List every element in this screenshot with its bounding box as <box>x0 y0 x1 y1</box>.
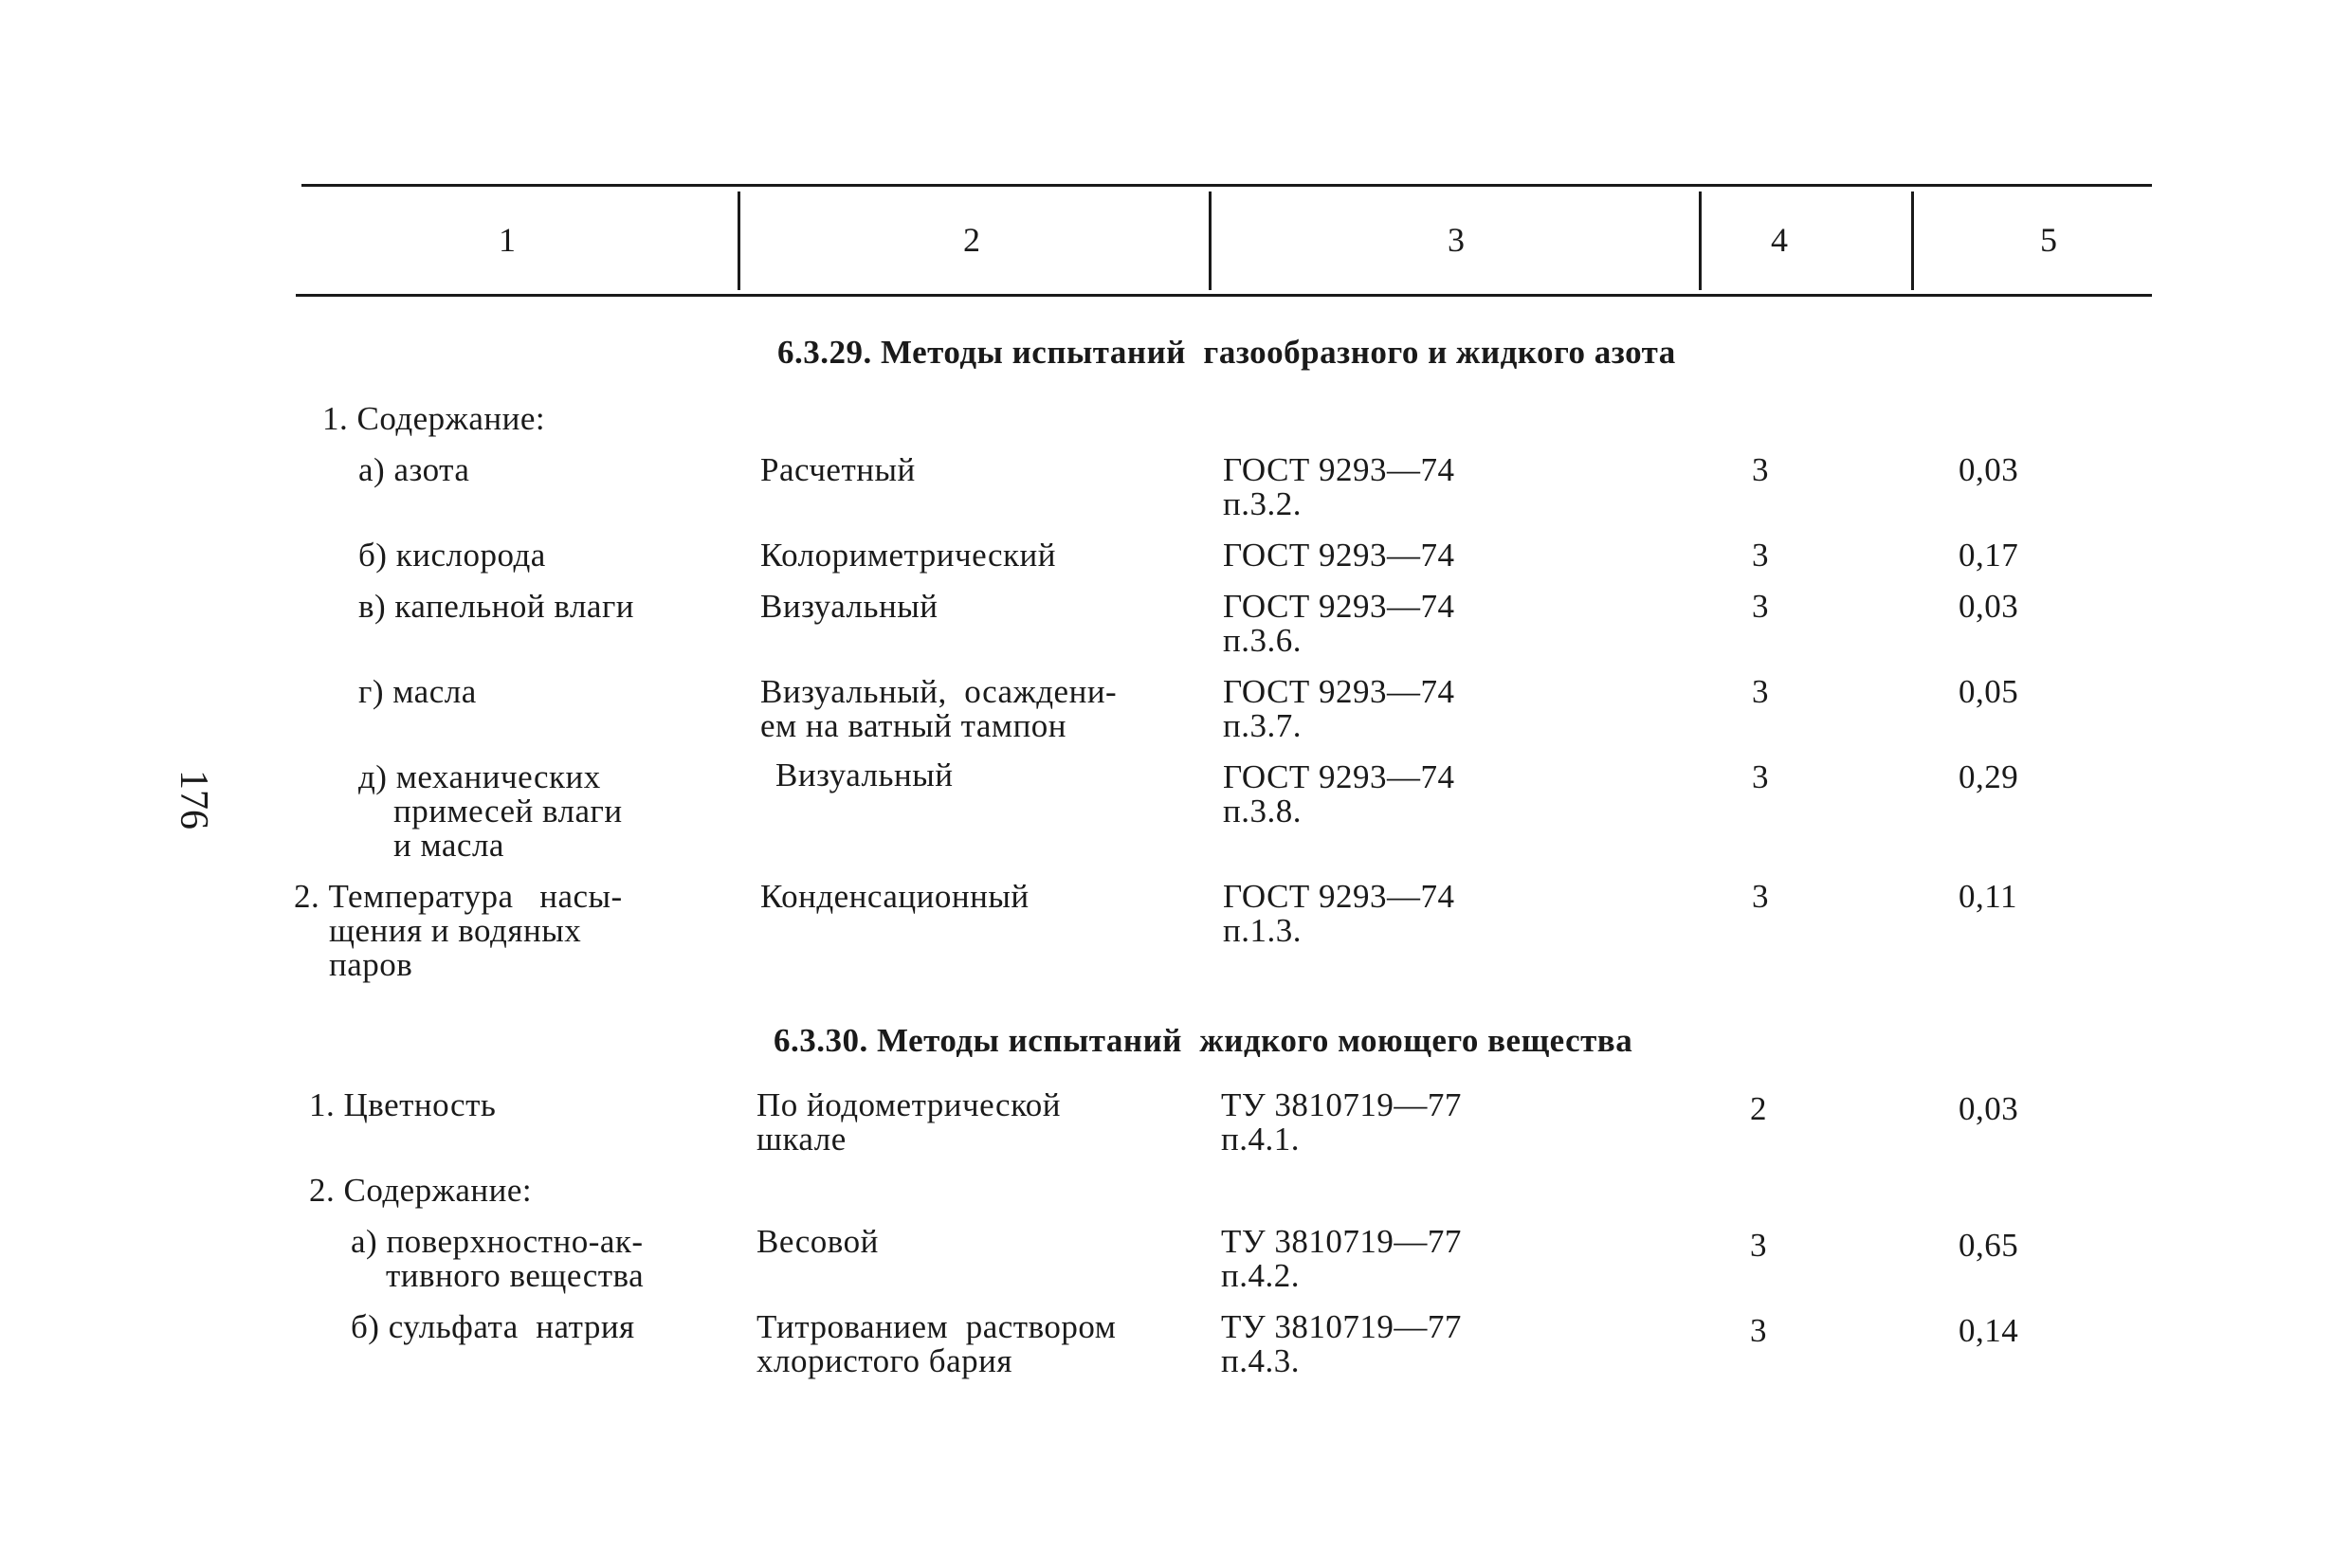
row-col5: 0,03 <box>1959 588 2019 625</box>
row-label: 1. Цветность <box>309 1086 497 1123</box>
row-col5: 0,65 <box>1959 1227 2019 1264</box>
column-header: 5 <box>2040 221 2057 259</box>
row-col4: 3 <box>1752 537 1769 574</box>
row-method: Визуальный <box>760 588 939 625</box>
row-standard: ГОСТ 9293—74 п.1.3. <box>1223 878 1455 949</box>
row-col4: 3 <box>1750 1312 1767 1349</box>
row-standard: ТУ 3810719—77 п.4.2. <box>1221 1223 1462 1294</box>
row-standard: ГОСТ 9293—74 п.3.7. <box>1223 673 1455 744</box>
row-col4: 3 <box>1752 758 1769 795</box>
row-col4: 3 <box>1752 673 1769 710</box>
row-col5: 0,14 <box>1959 1312 2019 1349</box>
row-method: Колориметрический <box>760 537 1056 574</box>
column-divider <box>1699 191 1702 290</box>
section-title: 6.3.29. Методы испытаний газообразного и жидкого азота <box>777 334 1676 371</box>
row-label: а) поверхностно-ак- тивного вещества <box>351 1223 645 1294</box>
row-col4: 3 <box>1752 878 1769 915</box>
header-top-rule <box>301 184 2152 187</box>
row-label: б) сульфата натрия <box>351 1308 635 1345</box>
row-standard: ГОСТ 9293—74 п.3.2. <box>1223 451 1455 522</box>
row-label: 2. Содержание: <box>309 1172 533 1209</box>
row-standard: ТУ 3810719—77 п.4.1. <box>1221 1086 1462 1158</box>
row-method: Расчетный <box>760 451 916 488</box>
row-label: г) масла <box>358 673 477 710</box>
column-header: 2 <box>963 221 980 259</box>
row-method: Весовой <box>756 1223 879 1260</box>
row-method: Визуальный, осаждени- ем на ватный тампон <box>760 673 1118 744</box>
column-divider <box>1911 191 1914 290</box>
column-header: 1 <box>499 221 516 259</box>
row-col4: 3 <box>1752 451 1769 488</box>
row-method: Визуальный <box>775 757 954 793</box>
row-col5: 0,29 <box>1959 758 2019 795</box>
row-col4: 2 <box>1750 1090 1767 1127</box>
row-standard: ГОСТ 9293—74 <box>1223 537 1455 574</box>
row-standard: ГОСТ 9293—74 п.3.6. <box>1223 588 1455 659</box>
row-method: По йодометрической шкале <box>756 1086 1062 1158</box>
row-label: б) кислорода <box>358 537 546 574</box>
row-col5: 0,17 <box>1959 537 2019 574</box>
row-standard: ГОСТ 9293—74 п.3.8. <box>1223 758 1455 830</box>
row-col5: 0,11 <box>1959 878 2017 915</box>
header-bottom-rule <box>296 294 2152 297</box>
column-divider <box>738 191 740 290</box>
section-title: 6.3.30. Методы испытаний жидкого моющего вещества <box>774 1022 1633 1059</box>
row-label: 1. Содержание: <box>322 400 546 437</box>
row-col5: 0,03 <box>1959 1090 2019 1127</box>
row-col4: 3 <box>1752 588 1769 625</box>
row-col5: 0,05 <box>1959 673 2019 710</box>
row-method: Конденсационный <box>760 878 1030 915</box>
column-divider <box>1209 191 1212 290</box>
row-col4: 3 <box>1750 1227 1767 1264</box>
row-col5: 0,03 <box>1959 451 2019 488</box>
page-number: 176 <box>172 770 215 830</box>
row-label: а) азота <box>358 451 470 488</box>
row-standard: ТУ 3810719—77 п.4.3. <box>1221 1308 1462 1379</box>
row-label: в) капельной влаги <box>358 588 635 625</box>
column-header: 4 <box>1771 221 1788 259</box>
row-label: д) механических примесей влаги и масла <box>358 758 623 864</box>
row-label: 2. Температура насы- щения и водяных паров <box>294 878 623 983</box>
column-header: 3 <box>1448 221 1465 259</box>
row-method: Титрованием раствором хлористого бария <box>756 1308 1117 1379</box>
